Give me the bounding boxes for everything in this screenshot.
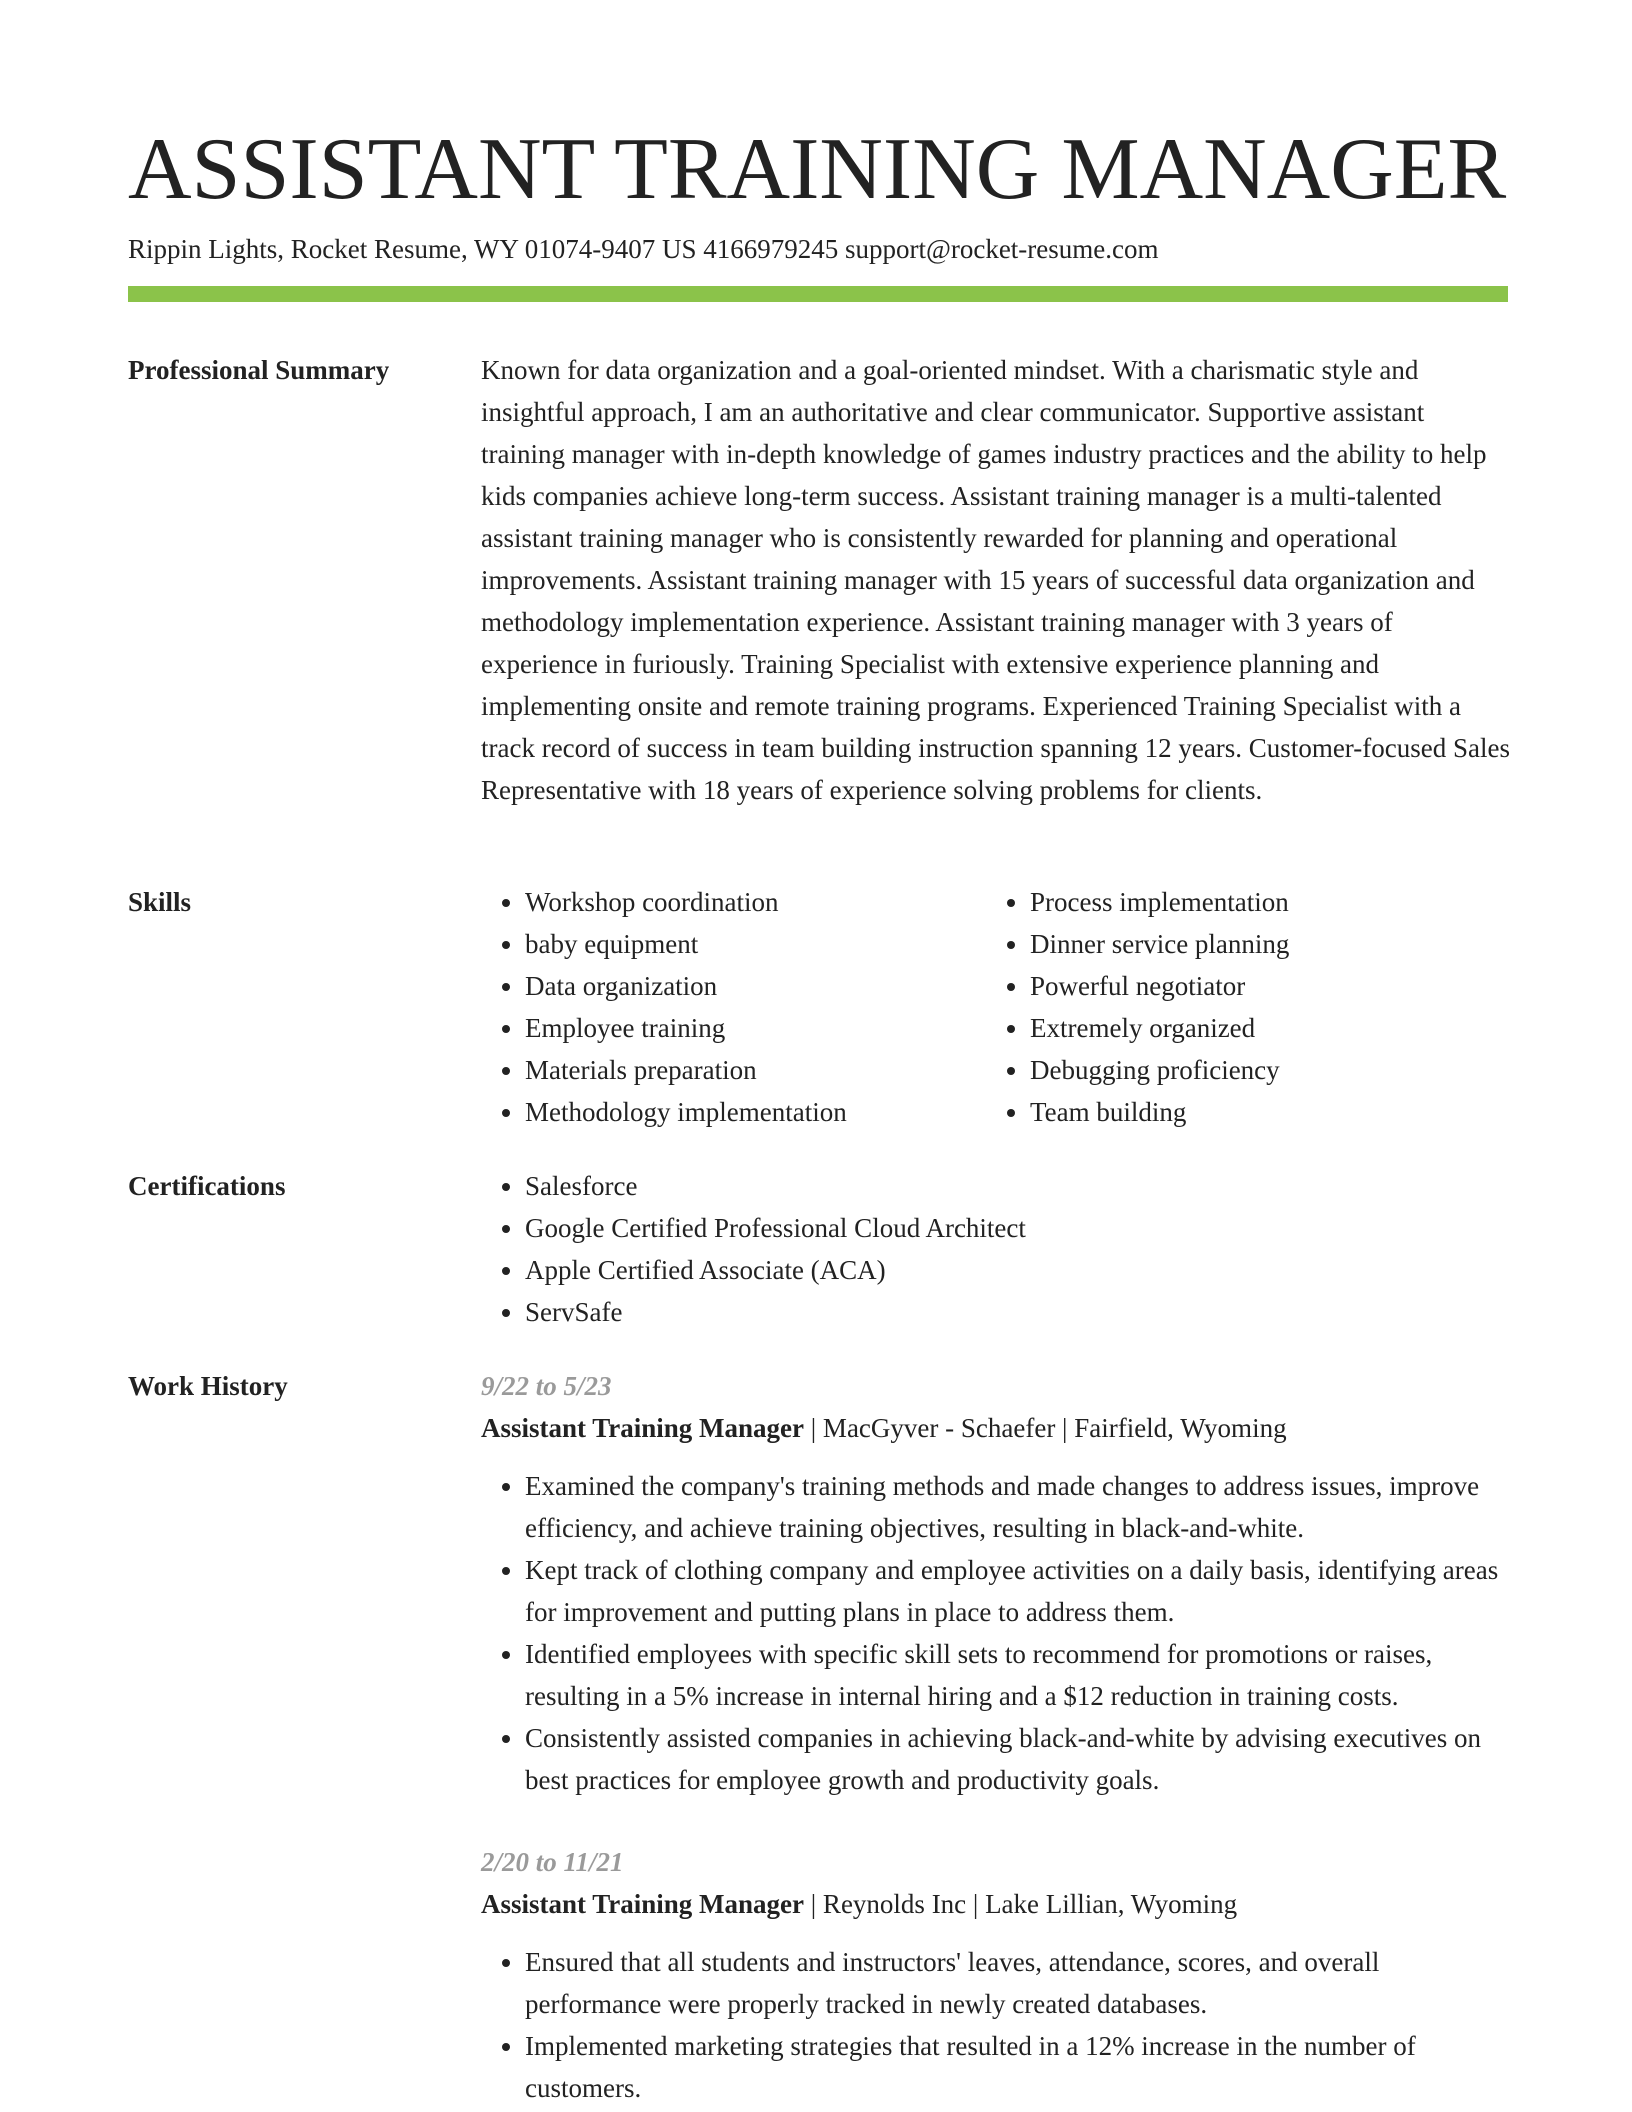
job-employer-location: | MacGyver - Schaefer | Fairfield, Wyoming: [804, 1413, 1287, 1443]
skills-list-right: [986, 881, 1491, 1133]
header-accent-rule: [128, 286, 1508, 302]
job-bullet: • Kept track of clothing company and employee activities on a daily basis, identifying areas for improvement and putting plans in place to address them.: [525, 1549, 1511, 1633]
summary-body: [481, 349, 1511, 811]
work-history-label: Work History: [128, 1371, 288, 1401]
resume-name: ASSISTANT TRAINING MANAGER: [128, 121, 1507, 218]
skill-item: • Dinner service planning: [1030, 923, 1491, 965]
job-title: Assistant Training Manager: [481, 1889, 805, 1919]
skill-item: • Workshop coordination: [525, 881, 986, 923]
skill-item: • Powerful negotiator: [1030, 965, 1491, 1007]
job-bullets: [481, 1941, 1511, 2109]
job-heading: [481, 1407, 1511, 1449]
skill-item: • Process implementation: [1030, 881, 1491, 923]
summary-label: Professional Summary: [128, 355, 390, 385]
certifications-label: Certifications: [128, 1171, 286, 1201]
job-bullet: • Examined the company's training methods and made changes to address issues, improve efficiency, and achieve training objectives, resulting in black-and-white.: [525, 1465, 1511, 1549]
skill-item: • Team building: [1030, 1091, 1491, 1133]
certification-item: • Apple Certified Associate (ACA): [525, 1249, 1511, 1291]
job-bullet: • Consistently assisted companies in achieving black-and-white by advising executives on best practices for employee growth and productivity goals.: [525, 1717, 1511, 1801]
job-bullet: • Implemented marketing strategies that resulted in a 12% increase in the number of customers.: [525, 2025, 1511, 2109]
job-heading: [481, 1883, 1511, 1925]
skills-list-left: [481, 881, 986, 1133]
job-bullet: • Ensured that all students and instructors' leaves, attendance, scores, and overall performance were properly tracked in newly created databases.: [525, 1941, 1511, 2025]
job-entry: [481, 1841, 1511, 2109]
certifications-body: [481, 1165, 1511, 1333]
skill-item: • Employee training: [525, 1007, 986, 1049]
job-title: Assistant Training Manager: [481, 1413, 805, 1443]
certification-item: • Salesforce: [525, 1165, 1511, 1207]
skills-body: [481, 881, 1511, 1133]
contact-info: Rippin Lights, Rocket Resume, WY 01074-9407 US 4166979245 support@rocket-resume.com: [128, 234, 1159, 264]
skills-column-left: [481, 881, 986, 1133]
skills-label: Skills: [128, 887, 192, 917]
job-bullet: • Identified employees with specific skill sets to recommend for promotions or raises, resulting in a 5% increase in internal hiring and a $12 reduction in training costs.: [525, 1633, 1511, 1717]
certification-item: • ServSafe: [525, 1291, 1511, 1333]
skill-item: • Methodology implementation: [525, 1091, 986, 1133]
job-employer-location: | Reynolds Inc | Lake Lillian, Wyoming: [804, 1889, 1238, 1919]
job-dates: 2/20 to 11/21: [481, 1847, 624, 1877]
certifications-list: [481, 1165, 1511, 1333]
skill-item: • Extremely organized: [1030, 1007, 1491, 1049]
skill-item: • Materials preparation: [525, 1049, 986, 1091]
skill-item: • Debugging proficiency: [1030, 1049, 1491, 1091]
job-bullets: [481, 1465, 1511, 1801]
summary-text: Known for data organization and a goal-oriented mindset. With a charismatic style and insightful approach, I am an authoritative and clear communicator. Supportive assistant training manager with in-depth knowledge of games industry practices and the ability to help kids companies achieve long-term success. Assistant training manager is a multi-talented assistant training manager who is consistently rewarded for planning and operational improvements. Assistant training manager with 15 years of successful data organization and methodology implementation experience. Assistant training manager with 3 years of experience in furiously. Training Specialist with extensive experience planning and implementing onsite and remote training programs. Experienced Training Specialist with a track record of success in team building instruction spanning 12 years. Customer-focused Sales Representative with 18 years of experience solving problems for clients.: [481, 355, 1510, 805]
work-history-body: [481, 1365, 1511, 2109]
skills-column-right: [986, 881, 1491, 1133]
skill-item: • Data organization: [525, 965, 986, 1007]
certification-item: • Google Certified Professional Cloud Architect: [525, 1207, 1511, 1249]
job-entry: [481, 1365, 1511, 1801]
skill-item: • baby equipment: [525, 923, 986, 965]
job-dates: 9/22 to 5/23: [481, 1371, 612, 1401]
